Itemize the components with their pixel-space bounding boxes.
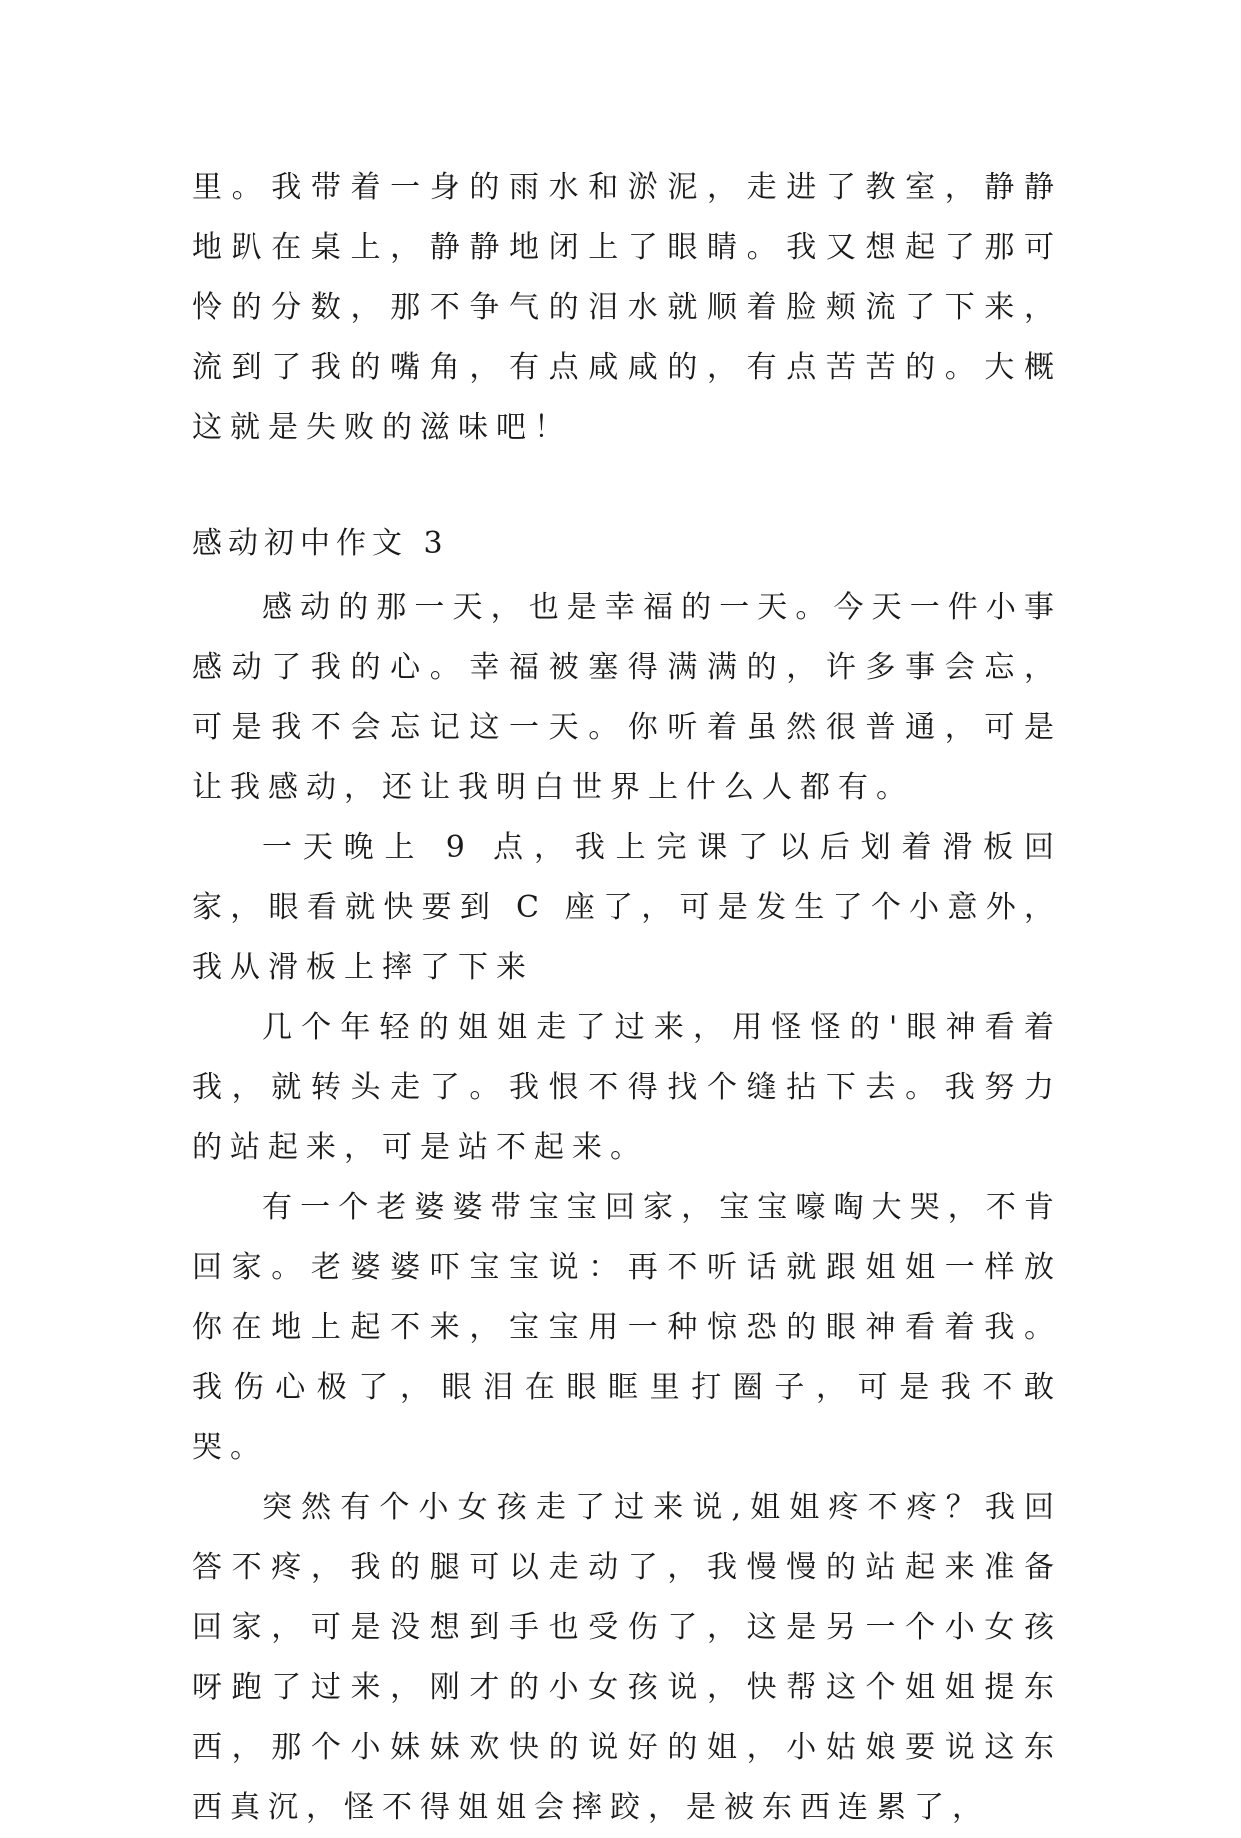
section-title: 感动初中作文 3: [192, 526, 449, 561]
paragraph-1: 感动的那一天，也是幸福的一天。今天一件小事感动了我的心。幸福被塞得满满的，许多事会忘，可是我不会忘记这一天。你听着虽然很普通，可是让我感动，还让我明白世界上什么人都有。: [192, 590, 1062, 805]
intro-paragraph: 里。我带着一身的雨水和淤泥，走进了教室，静静地趴在桌上，静静地闭上了眼睛。我又想起了那可怜的分数，那不争气的泪水就顺着脸颊流了下来，流到了我的嘴角，有点咸咸的，有点苦苦的。大概这就是失败的滋味吧！: [192, 170, 1062, 445]
paragraph-5: 突然有个小女孩走了过来说,姐姐疼不疼？我回答不疼，我的腿可以走动了，我慢慢的站起来准备回家，可是没想到手也受伤了，这是另一个小女孩呀跑了过来，刚才的小女孩说，快帮这个姐姐提东西，那个小妹妹欢快的说好的姐，小姑娘要说这东西真沉，怪不得姐姐会摔跤，是被东西连累了，: [192, 1490, 1062, 1825]
paragraph-2: 一天晚上 9 点，我上完课了以后划着滑板回家，眼看就快要到 C 座了，可是发生了个小意外，我从滑板上摔了下来: [192, 830, 1062, 985]
document-page: [192, 158, 1062, 1838]
paragraph-4: 有一个老婆婆带宝宝回家，宝宝嚎啕大哭，不肯回家。老婆婆吓宝宝说：再不听话就跟姐姐一样放你在地上起不来，宝宝用一种惊恐的眼神看着我。我伤心极了，眼泪在眼眶里打圈子，可是我不敢哭。: [192, 1190, 1062, 1465]
paragraph-3: 几个年轻的姐姐走了过来，用怪怪的'眼神看着我，就转头走了。我恨不得找个缝拈下去。我努力的站起来，可是站不起来。: [192, 1010, 1062, 1165]
